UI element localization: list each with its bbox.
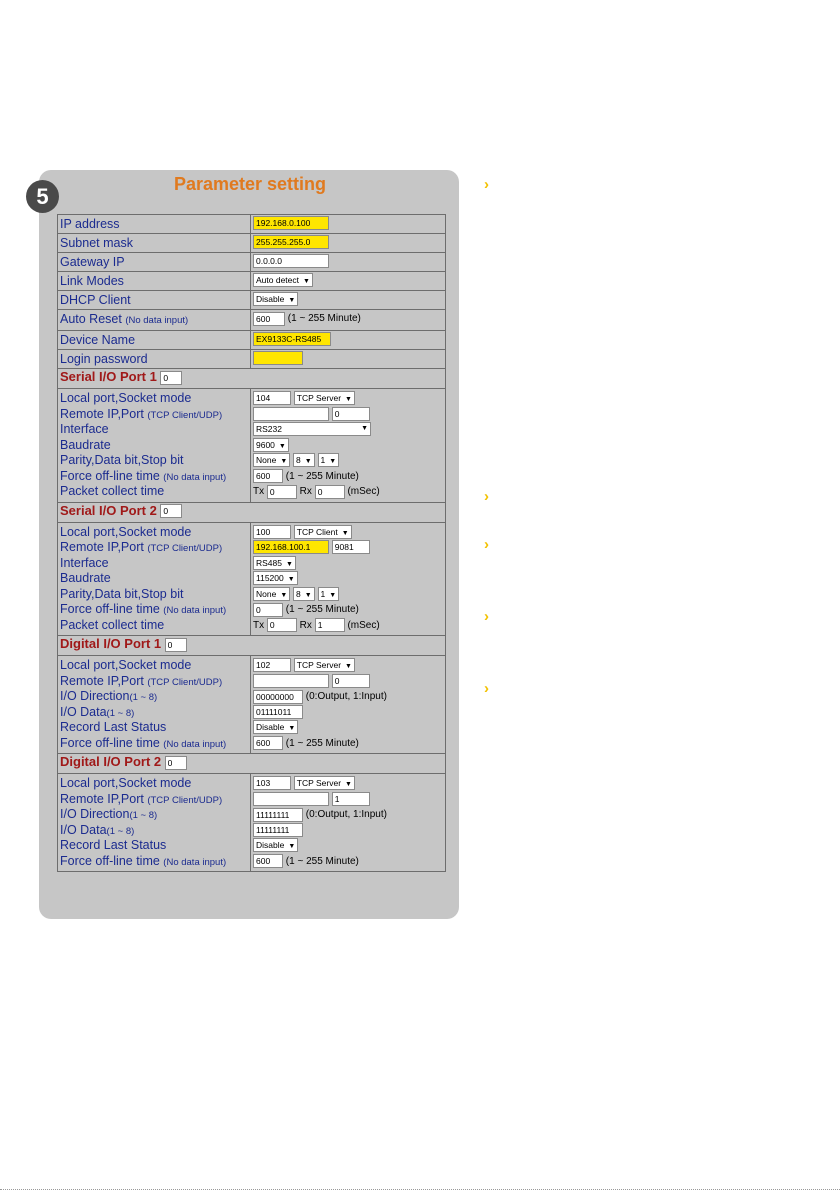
auto-reset-hint: (1 ~ 255 Minute) xyxy=(287,313,361,324)
serial2-stopbit-select[interactable] xyxy=(318,587,340,601)
serial2-remote-port-input[interactable]: 9081 xyxy=(332,540,370,554)
serial2-baudrate-select[interactable] xyxy=(253,571,298,585)
digital2-force-hint: (1 ~ 255 Minute) xyxy=(285,855,359,867)
auto-reset-label xyxy=(58,310,251,331)
chevron-right-icon: › xyxy=(484,680,489,697)
subnet-mask-label: Subnet mask xyxy=(58,234,251,253)
serial1-parity-select[interactable] xyxy=(253,453,290,467)
serial1-stopbit-value: 1 xyxy=(320,455,326,466)
chevron-down-icon: ▼ xyxy=(329,591,337,599)
chevron-down-icon: ▼ xyxy=(287,576,295,584)
serial1-baudrate-select[interactable] xyxy=(253,438,289,452)
digital2-data-label: I/O Data(1 ~ 8) xyxy=(60,822,135,837)
serial1-parity-value: None xyxy=(256,455,277,466)
digital2-force-label: Force off-line time (No data input) xyxy=(60,853,227,868)
row-link-modes xyxy=(58,272,446,291)
serial1-force-label: Force off-line time (No data input) xyxy=(60,468,227,483)
digital1-force-hint: (1 ~ 255 Minute) xyxy=(285,737,359,749)
digital1-socket-mode-select[interactable] xyxy=(294,658,355,672)
digital1-record-label: Record Last Status xyxy=(60,720,167,734)
serial1-packet-label: Packet collect time xyxy=(60,484,165,498)
row-device-name xyxy=(58,331,446,350)
serial1-socket-mode-select[interactable] xyxy=(294,391,355,405)
chevron-down-icon: ▼ xyxy=(341,529,349,537)
serial2-socket-mode-value: TCP Client xyxy=(296,526,338,537)
digital2-header xyxy=(58,754,446,774)
serial2-interface-label: Interface xyxy=(60,555,109,570)
serial1-remote-label: Remote IP,Port (TCP Client/UDP) xyxy=(60,406,223,421)
chevron-down-icon: ▼ xyxy=(280,591,288,599)
serial2-databit-value: 8 xyxy=(296,588,301,599)
serial2-index-input[interactable]: 0 xyxy=(160,504,182,518)
digital1-direction-hint: (0:Output, 1:Input) xyxy=(305,691,387,702)
chevron-right-icon: › xyxy=(484,608,489,625)
serial2-baud-label: Baudrate xyxy=(60,571,111,585)
ip-address-input[interactable]: 192.168.0.100 xyxy=(253,216,329,230)
chevron-right-icon: › xyxy=(484,176,489,193)
serial2-tx-label: Tx xyxy=(253,619,265,631)
gateway-ip-label: Gateway IP xyxy=(58,253,251,272)
digital1-local-port-input[interactable]: 102 xyxy=(253,658,291,672)
link-modes-select[interactable] xyxy=(253,273,313,287)
serial2-unit: (mSec) xyxy=(347,619,380,631)
auto-reset-label-text: Auto Reset xyxy=(60,312,122,326)
serial1-interface-value: RS232 xyxy=(256,424,282,435)
serial2-stopbit-value: 1 xyxy=(320,588,326,599)
serial1-interface-select[interactable] xyxy=(253,422,371,436)
digital1-remote-port-input[interactable]: 0 xyxy=(332,674,370,688)
serial1-tx-label: Tx xyxy=(253,486,265,497)
serial2-interface-value: RS485 xyxy=(256,557,282,568)
digital2-io-data-input[interactable]: 11111111 xyxy=(253,823,303,837)
serial2-baudrate-value: 115200 xyxy=(256,573,284,584)
serial1-index-input[interactable]: 0 xyxy=(160,371,182,385)
step-badge: 5 xyxy=(26,180,59,213)
chevron-down-icon: ▼ xyxy=(280,458,288,466)
digital2-body xyxy=(58,774,446,872)
serial1-tx-input[interactable]: 0 xyxy=(267,485,297,499)
digital1-record-select[interactable] xyxy=(253,720,298,734)
serial1-baudrate-value: 9600 xyxy=(256,439,275,450)
login-password-input[interactable] xyxy=(253,351,303,365)
digital2-record-label: Record Last Status xyxy=(60,838,167,852)
serial1-remote-ip-input[interactable] xyxy=(253,407,329,421)
digital1-remote-ip-input[interactable] xyxy=(253,674,329,688)
serial1-databit-value: 8 xyxy=(296,455,301,466)
parameter-table xyxy=(57,214,446,872)
row-subnet-mask xyxy=(58,234,446,253)
digital2-title: Digital I/O Port 2 xyxy=(60,754,162,769)
serial1-rx-label: Rx xyxy=(299,486,312,497)
digital1-data-label: I/O Data(1 ~ 8) xyxy=(60,704,135,719)
chevron-down-icon: ▼ xyxy=(304,591,312,599)
digital1-title: Digital I/O Port 1 xyxy=(60,636,162,651)
auto-reset-input[interactable]: 600 xyxy=(253,312,285,326)
serial1-force-hint: (1 ~ 255 Minute) xyxy=(285,470,359,482)
digital1-body xyxy=(58,656,446,754)
ip-address-label: IP address xyxy=(58,215,251,234)
digital1-socket-mode-value: TCP Server xyxy=(296,660,342,671)
serial1-local-label: Local port,Socket mode xyxy=(60,391,192,405)
digital1-force-time-input[interactable]: 600 xyxy=(253,736,283,750)
serial2-force-hint: (1 ~ 255 Minute) xyxy=(285,604,359,615)
digital2-local-label: Local port,Socket mode xyxy=(60,776,192,790)
serial2-parity-value: None xyxy=(256,588,277,599)
chevron-down-icon: ▼ xyxy=(288,297,296,305)
serial1-rx-input[interactable]: 0 xyxy=(315,485,345,499)
serial2-databit-select[interactable] xyxy=(293,587,315,601)
chevron-down-icon: ▼ xyxy=(278,442,286,450)
device-name-input[interactable]: EX9133C-RS485 xyxy=(253,332,331,346)
chevron-down-icon: ▼ xyxy=(361,425,368,433)
serial2-force-label: Force off-line time (No data input) xyxy=(60,602,227,616)
digital2-remote-label: Remote IP,Port (TCP Client/UDP) xyxy=(60,791,223,806)
page-divider xyxy=(0,1189,840,1190)
serial2-header xyxy=(58,502,446,522)
serial2-body xyxy=(58,522,446,636)
dhcp-client-value: Disable xyxy=(256,294,285,305)
chevron-right-icon: › xyxy=(484,536,489,553)
digital1-index-input[interactable]: 0 xyxy=(165,638,187,652)
chevron-down-icon: ▼ xyxy=(345,663,352,671)
digital2-dir-label: I/O Direction(1 ~ 8) xyxy=(60,807,158,821)
digital1-header xyxy=(58,636,446,656)
serial2-rx-input[interactable]: 1 xyxy=(315,618,345,632)
serial1-title: Serial I/O Port 1 xyxy=(60,369,157,384)
serial2-title: Serial I/O Port 2 xyxy=(60,502,157,518)
digital2-remote-ip-input[interactable] xyxy=(253,792,329,806)
serial2-rx-label: Rx xyxy=(299,619,312,631)
dhcp-client-select[interactable] xyxy=(253,292,298,306)
serial1-parity-label: Parity,Data bit,Stop bit xyxy=(60,453,184,467)
panel-title: Parameter setting xyxy=(173,174,327,194)
serial2-tx-input[interactable]: 0 xyxy=(267,618,297,632)
chevron-down-icon: ▼ xyxy=(286,560,293,568)
digital1-force-label: Force off-line time (No data input) xyxy=(60,735,227,750)
digital2-force-time-input[interactable]: 600 xyxy=(253,854,283,868)
row-ip-address xyxy=(58,215,446,234)
serial1-socket-mode-value: TCP Server xyxy=(296,393,342,404)
digital1-direction-input[interactable]: 00000000 xyxy=(253,690,303,704)
digital1-record-value: Disable xyxy=(256,722,285,733)
chevron-down-icon: ▼ xyxy=(288,725,296,733)
serial2-packet-label: Packet collect time xyxy=(60,617,165,632)
serial1-local-port-input[interactable]: 104 xyxy=(253,391,291,405)
serial1-stopbit-select[interactable] xyxy=(318,453,340,467)
digital2-local-port-input[interactable]: 103 xyxy=(253,776,291,790)
row-login-password xyxy=(58,350,446,369)
serial2-local-port-input[interactable]: 100 xyxy=(253,525,291,539)
digital2-direction-hint: (0:Output, 1:Input) xyxy=(305,809,387,820)
link-modes-value: Auto detect xyxy=(256,275,300,286)
device-name-label: Device Name xyxy=(58,331,251,350)
digital2-record-value: Disable xyxy=(256,840,285,851)
chevron-down-icon: ▼ xyxy=(329,458,337,466)
link-modes-label: Link Modes xyxy=(58,272,251,291)
digital2-record-select[interactable] xyxy=(253,838,298,852)
chevron-down-icon: ▼ xyxy=(345,396,352,404)
chevron-down-icon: ▼ xyxy=(303,278,310,286)
chevron-down-icon: ▼ xyxy=(304,458,312,466)
digital1-dir-label: I/O Direction(1 ~ 8) xyxy=(60,689,158,703)
serial2-remote-ip-input[interactable]: 192.168.100.1 xyxy=(253,540,329,554)
row-gateway-ip xyxy=(58,253,446,272)
dhcp-client-label: DHCP Client xyxy=(58,291,251,310)
serial1-remote-port-input[interactable]: 0 xyxy=(332,407,370,421)
digital1-io-data-input[interactable]: 01111011 xyxy=(253,705,303,719)
serial2-parity-select[interactable] xyxy=(253,587,290,601)
gateway-ip-input[interactable]: 0.0.0.0 xyxy=(253,254,329,268)
serial1-unit: (mSec) xyxy=(347,486,380,497)
digital2-index-input[interactable]: 0 xyxy=(165,756,187,770)
digital1-remote-label: Remote IP,Port (TCP Client/UDP) xyxy=(60,673,223,688)
serial2-local-label: Local port,Socket mode xyxy=(60,524,192,539)
serial1-body xyxy=(58,389,446,503)
serial1-databit-select[interactable] xyxy=(293,453,315,467)
serial1-interface-label: Interface xyxy=(60,422,109,436)
digital2-socket-mode-select[interactable] xyxy=(294,776,355,790)
serial2-remote-label: Remote IP,Port (TCP Client/UDP) xyxy=(60,540,223,554)
serial2-parity-label: Parity,Data bit,Stop bit xyxy=(60,586,184,601)
chevron-right-icon: › xyxy=(484,488,489,505)
login-password-label: Login password xyxy=(58,350,251,369)
digital2-socket-mode-value: TCP Server xyxy=(296,778,342,789)
digital2-direction-input[interactable]: 11111111 xyxy=(253,808,303,822)
serial1-header xyxy=(58,369,446,389)
subnet-mask-input[interactable]: 255.255.255.0 xyxy=(253,235,329,249)
serial1-force-time-input[interactable]: 600 xyxy=(253,469,283,483)
row-dhcp-client xyxy=(58,291,446,310)
digital1-local-label: Local port,Socket mode xyxy=(60,658,192,672)
serial2-socket-mode-select[interactable] xyxy=(294,525,352,539)
serial2-interface-select[interactable] xyxy=(253,556,296,570)
chevron-down-icon: ▼ xyxy=(288,843,296,851)
chevron-down-icon: ▼ xyxy=(345,781,352,789)
serial2-force-time-input[interactable]: 0 xyxy=(253,603,283,617)
auto-reset-note: (No data input) xyxy=(125,315,189,326)
serial1-baud-label: Baudrate xyxy=(60,437,111,452)
row-auto-reset xyxy=(58,310,446,331)
digital2-remote-port-input[interactable]: 1 xyxy=(332,792,370,806)
